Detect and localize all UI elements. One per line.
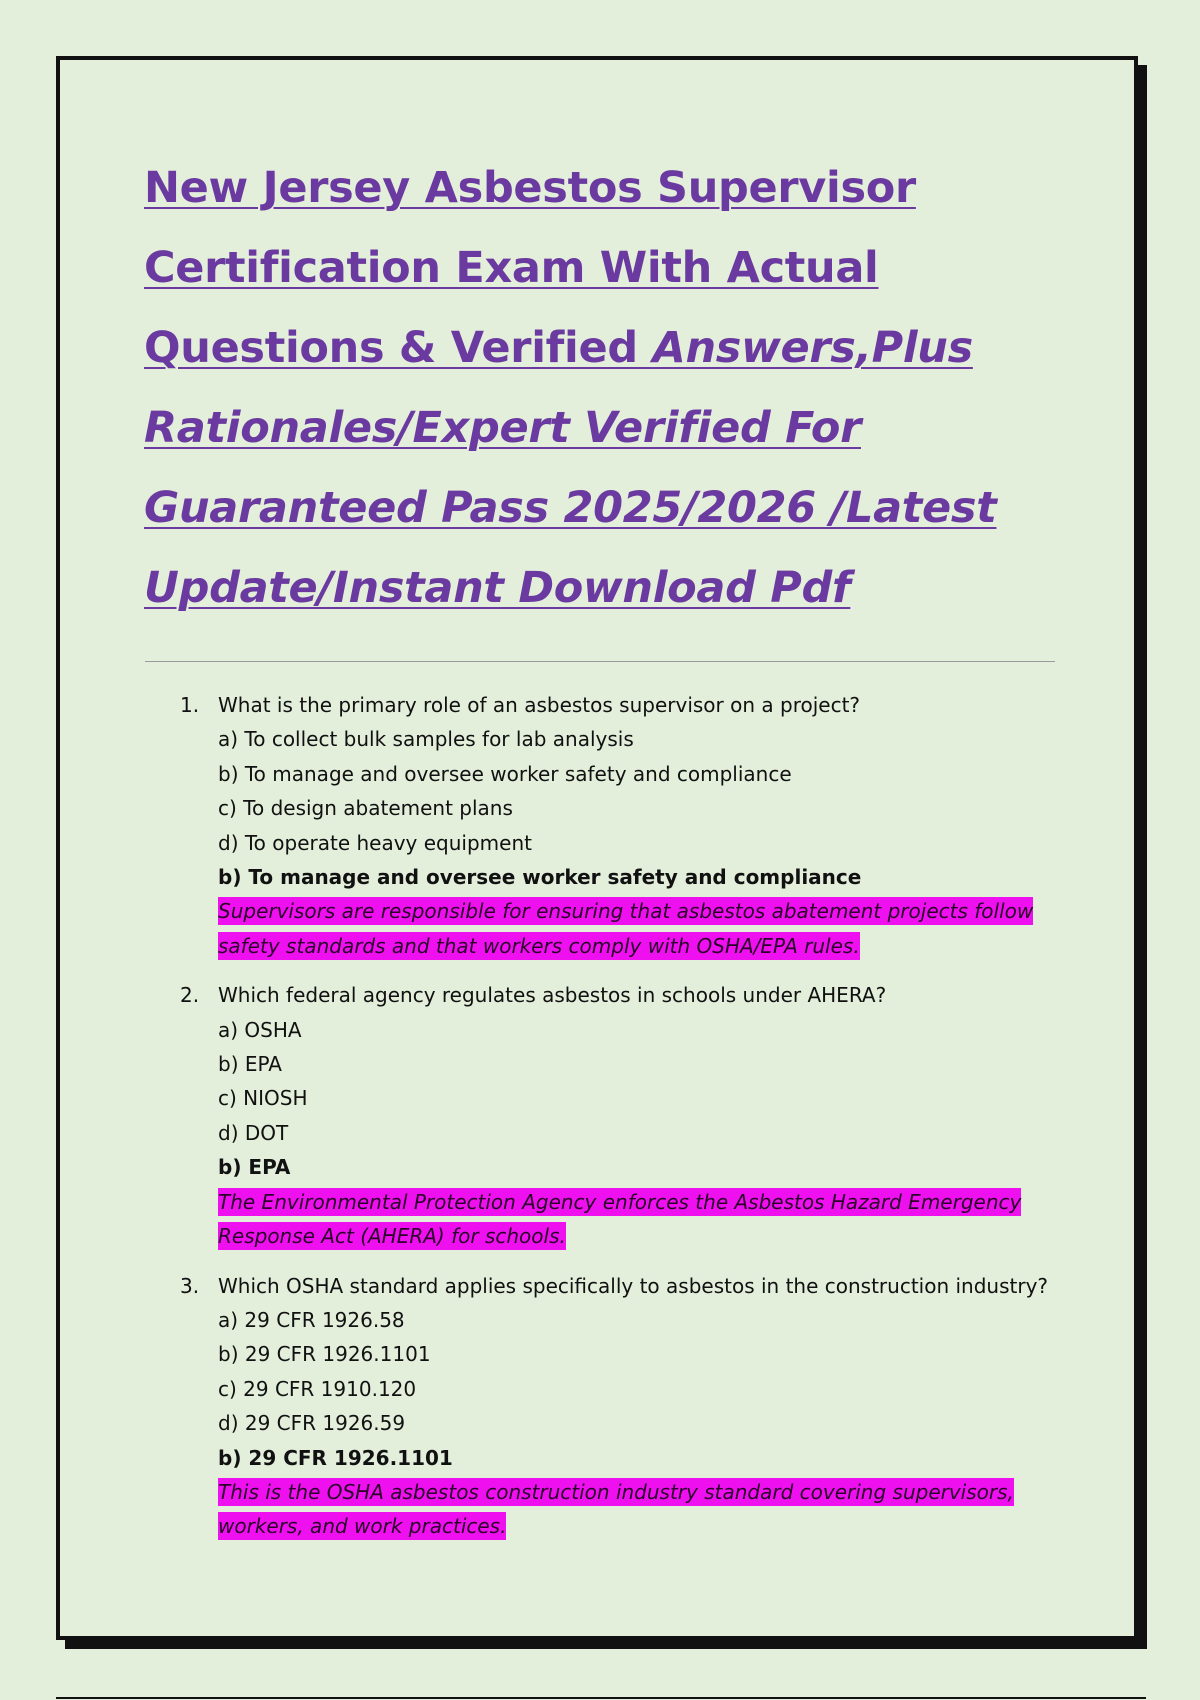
document-title (144, 148, 1044, 628)
option-a: a) OSHA (218, 1017, 302, 1042)
option-d: d) 29 CFR 1926.59 (218, 1411, 406, 1436)
next-page-edge (56, 1697, 1146, 1699)
question-list (180, 688, 1060, 1559)
option-c: c) NIOSH (218, 1086, 308, 1111)
rationale-text: Supervisors are responsible for ensuring that asbestos abatement projects follow safety standards and that workers comply with OSHA/EPA rules. (218, 899, 1034, 958)
correct-answer: b) To manage and oversee worker safety and compliance (218, 865, 862, 890)
question-text: What is the primary role of an asbestos supervisor on a project? (218, 693, 861, 717)
option-d: d) DOT (218, 1120, 289, 1145)
question-text: Which OSHA standard applies specifically to asbestos in the construction industry? (218, 1273, 1049, 1298)
question-number: 1. (180, 693, 200, 717)
question-item (180, 1269, 1060, 1544)
rationale (218, 1185, 1060, 1254)
correct-answer: b) 29 CFR 1926.1101 (218, 1445, 453, 1470)
question-item (180, 688, 1060, 963)
title-italic-text: Answers,Plus Rationales/Expert Verified For Guaranteed Pass 2025/2026 /Latest Update/Instant Download Pdf (144, 323, 997, 613)
title-divider (145, 661, 1055, 662)
rationale-text: The Environmental Protection Agency enforces the Asbestos Hazard Emergency Response Act (AHERA) for schools. (218, 1189, 1022, 1249)
question-item (180, 978, 1060, 1253)
option-b: b) EPA (218, 1052, 282, 1077)
title-upright-text: New Jersey Asbestos Supervisor Certification Exam With Actual Questions & Verified (144, 163, 916, 373)
question-number: 3. (180, 1273, 200, 1298)
rationale (218, 1475, 1060, 1544)
option-c: c) 29 CFR 1910.120 (218, 1376, 417, 1401)
correct-answer: b) EPA (218, 1155, 291, 1180)
rationale-text: This is the OSHA asbestos construction industry standard covering supervisors, workers, and work practices. (218, 1479, 1014, 1539)
option-a: a) To collect bulk samples for lab analysis (218, 727, 634, 752)
option-a: a) 29 CFR 1926.58 (218, 1307, 405, 1332)
question-number: 2. (180, 983, 200, 1008)
option-b: b) 29 CFR 1926.1101 (218, 1342, 431, 1367)
question-text: Which federal agency regulates asbestos in schools under AHERA? (218, 983, 887, 1008)
option-c: c) To design abatement plans (218, 796, 513, 821)
option-b: b) To manage and oversee worker safety and compliance (218, 761, 792, 786)
option-d: d) To operate heavy equipment (218, 830, 532, 855)
rationale (218, 894, 1060, 963)
